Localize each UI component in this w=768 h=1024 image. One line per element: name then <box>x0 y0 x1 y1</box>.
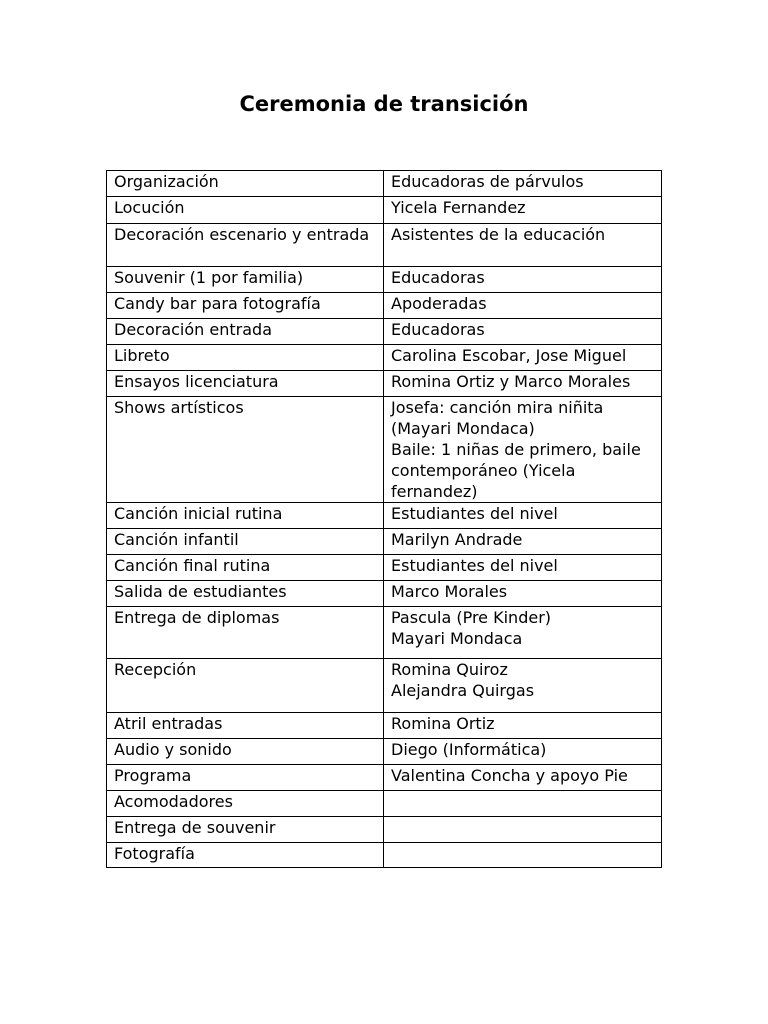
task-cell: Entrega de souvenir <box>107 817 384 843</box>
responsible-cell: Carolina Escobar, Jose Miguel <box>384 345 662 371</box>
task-cell: Entrega de diplomas <box>107 607 384 659</box>
page-title: Ceremonia de transición <box>239 92 529 116</box>
responsible-cell: Marco Morales <box>384 581 662 607</box>
responsible-cell: Valentina Concha y apoyo Pie <box>384 765 662 791</box>
table-row <box>107 555 662 581</box>
table-row <box>107 581 662 607</box>
table-row <box>107 397 662 503</box>
table-row <box>107 817 662 843</box>
responsible-cell: Diego (Informática) <box>384 739 662 765</box>
table-row <box>107 319 662 345</box>
task-cell: Salida de estudiantes <box>107 581 384 607</box>
task-cell: Decoración entrada <box>107 319 384 345</box>
responsible-cell: Marilyn Andrade <box>384 529 662 555</box>
task-cell: Libreto <box>107 345 384 371</box>
task-cell: Fotografía <box>107 843 384 868</box>
table-row <box>107 293 662 319</box>
responsible-cell: Yicela Fernandez <box>384 197 662 224</box>
task-cell: Canción inicial rutina <box>107 503 384 529</box>
task-cell: Candy bar para fotografía <box>107 293 384 319</box>
table-row <box>107 765 662 791</box>
table-row <box>107 171 662 197</box>
responsible-cell: Romina Ortiz <box>384 713 662 739</box>
responsible-cell: Romina Quiroz Alejandra Quirgas <box>384 659 662 713</box>
task-cell: Recepción <box>107 659 384 713</box>
task-cell: Decoración escenario y entrada <box>107 224 384 267</box>
task-cell: Canción infantil <box>107 529 384 555</box>
task-cell: Programa <box>107 765 384 791</box>
task-cell: Souvenir (1 por familia) <box>107 267 384 293</box>
task-cell: Locución <box>107 197 384 224</box>
responsible-cell: Educadoras <box>384 267 662 293</box>
table-row <box>107 197 662 224</box>
responsible-cell <box>384 817 662 843</box>
responsible-cell: Pascula (Pre Kinder) Mayari Mondaca <box>384 607 662 659</box>
responsible-cell: Apoderadas <box>384 293 662 319</box>
responsible-cell: Josefa: canción mira niñita (Mayari Mondaca) Baile: 1 niñas de primero, baile contemporáneo (Yicela fernandez) <box>384 397 662 503</box>
responsible-cell <box>384 843 662 868</box>
table-row <box>107 529 662 555</box>
responsible-cell: Estudiantes del nivel <box>384 555 662 581</box>
task-cell: Organización <box>107 171 384 197</box>
task-cell: Audio y sonido <box>107 739 384 765</box>
table-row <box>107 659 662 713</box>
responsible-cell: Educadoras de párvulos <box>384 171 662 197</box>
task-cell: Atril entradas <box>107 713 384 739</box>
responsible-cell: Educadoras <box>384 319 662 345</box>
task-cell: Shows artísticos <box>107 397 384 503</box>
table-row <box>107 503 662 529</box>
table-row <box>107 345 662 371</box>
task-cell: Acomodadores <box>107 791 384 817</box>
responsible-cell: Romina Ortiz y Marco Morales <box>384 371 662 397</box>
responsible-cell: Estudiantes del nivel <box>384 503 662 529</box>
responsible-cell: Asistentes de la educación <box>384 224 662 267</box>
table-row <box>107 371 662 397</box>
assignments-table <box>106 170 662 868</box>
table-row <box>107 267 662 293</box>
task-cell: Ensayos licenciatura <box>107 371 384 397</box>
table-row <box>107 713 662 739</box>
responsible-cell <box>384 791 662 817</box>
table-row <box>107 224 662 267</box>
task-cell: Canción final rutina <box>107 555 384 581</box>
table-row <box>107 739 662 765</box>
table-row <box>107 791 662 817</box>
table-row <box>107 843 662 868</box>
table-row <box>107 607 662 659</box>
